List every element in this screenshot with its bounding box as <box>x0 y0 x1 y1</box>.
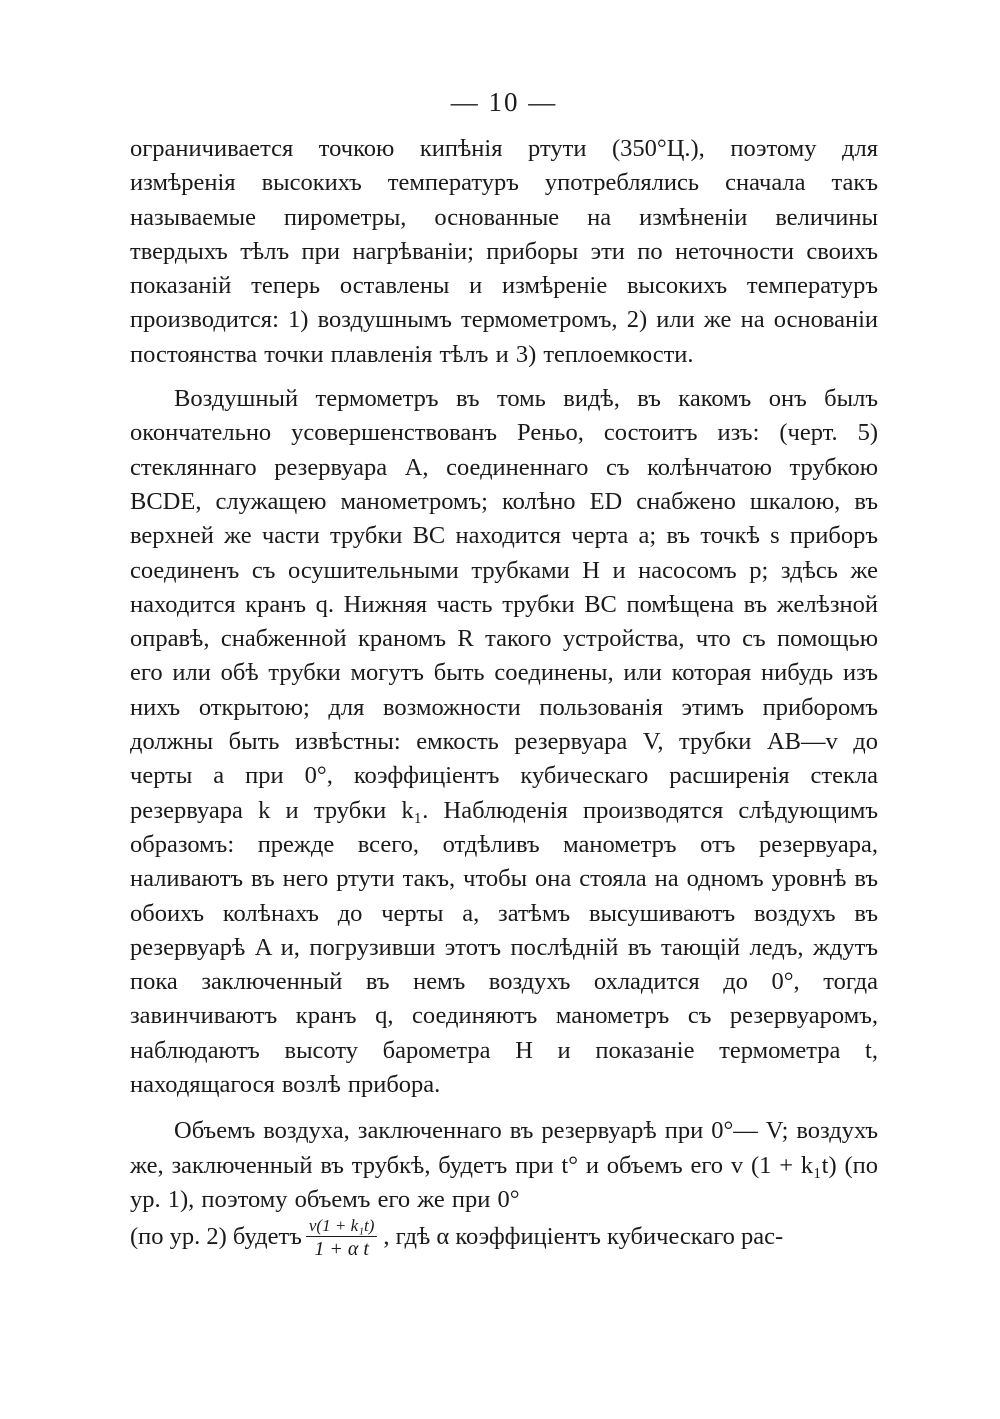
paragraph-1: ограничивается точкою кипѣнія ртути (350°Ц.), поэтому для измѣренія высокихъ температуръ употреблялись сначала такъ называемые пирометры, основанные на измѣненіи величины твердыхъ тѣлъ при нагрѣваніи; приборы эти по неточности своихъ показаній теперь оставлены и измѣреніе высокихъ температуръ производится: 1) воздушнымъ термометромъ, 2) или же на основаніи постоянства точки плавленія тѣлъ и 3) теплоемкости. <box>130 135 878 368</box>
formula-line-prefix: (по ур. 2) будетъ <box>130 1223 302 1251</box>
fraction-denominator: 1 + α t <box>314 1238 369 1261</box>
page <box>130 84 878 1260</box>
paragraph-2: Воздушный термометръ въ томь видѣ, въ какомъ онъ былъ окончательно усовершенствованъ Реньо, состоитъ изъ: (черт. 5) стекляннаго резервуара A, соединеннаго съ колѣнчатою трубкою BCDE, служащею манометромъ; колѣно ED снабжено шкалою, въ верхней же части трубки BC находится черта a; въ точкѣ s приборъ соединенъ съ осушительными трубками H и насосомъ p; здѣсь же находится кранъ q. Нижняя часть трубки BC помѣщена въ желѣзной оправѣ, снабженной краномъ R такого устройства, что съ помощью его или обѣ трубки могутъ быть соединены, или которая нибудь изъ нихъ открытою; для возможности пользованія этимъ приборомъ должны быть извѣстны: емкость резервуара V, трубки AB—v до черты a при 0°, коэффиціентъ кубическаго расширенія стекла резервуара k и трубки k₁. Наблюденія производятся слѣдующимъ образомъ: прежде всего, отдѣливъ манометръ отъ резервуара, наливаютъ въ него ртути такъ, чтобы она стояла на одномъ уровнѣ въ обоихъ колѣнахъ до черты a, затѣмъ высушиваютъ воздухъ въ резервуарѣ A и, погрузивши этотъ послѣдній въ тающій ледъ, ждутъ пока заключенный въ немъ воздухъ охладится до 0°, тогда завинчиваютъ кранъ q, соединяютъ манометръ съ резервуаромъ, наблюдаютъ высоту барометра H и показаніе термометра t, находящагося возлѣ прибора. <box>130 385 878 1099</box>
volume-fraction <box>306 1217 378 1260</box>
formula-line <box>130 1217 878 1260</box>
page-number: — 10 — <box>450 87 558 117</box>
fraction-numerator: v(1 + k₁t) <box>306 1217 378 1237</box>
formula-line-suffix: , гдѣ α коэффиціентъ кубическаго рас- <box>383 1223 784 1251</box>
paragraph-3: Объемъ воздуха, заключеннаго въ резервуарѣ при 0°— V; воздухъ же, заключенный въ трубкѣ, будетъ при t° и объемъ его v (1 + k₁t) (по ур. 1), поэтому объемъ его же при 0° <box>130 1117 878 1213</box>
